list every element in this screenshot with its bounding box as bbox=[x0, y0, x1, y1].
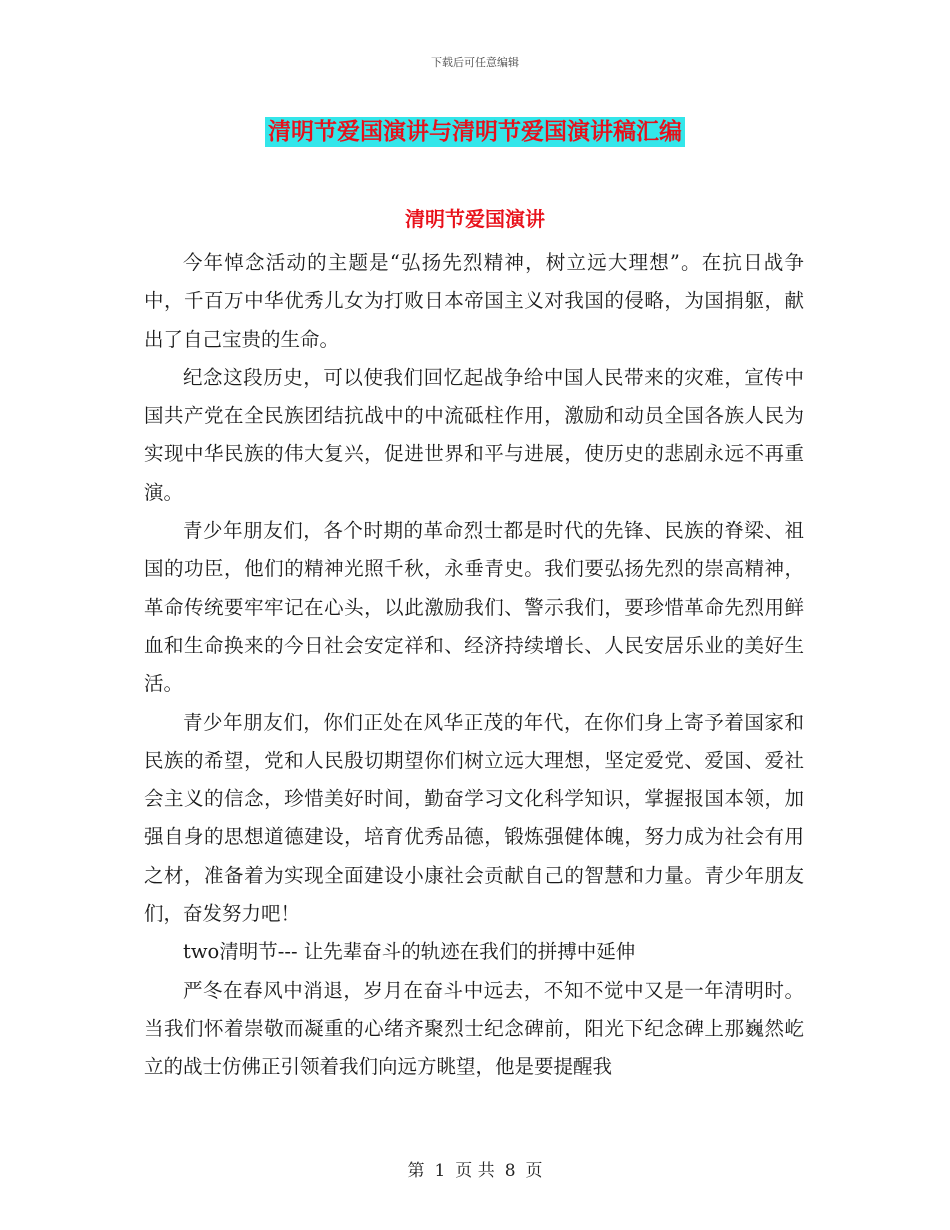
page-footer bbox=[0, 1156, 950, 1181]
footer-suffix: 页 bbox=[525, 1161, 543, 1181]
current-page-number: 1 bbox=[434, 1161, 446, 1181]
document-title bbox=[0, 113, 950, 146]
header-note: 下载后可任意编辑 bbox=[431, 56, 519, 69]
section-title: 清明节爱国演讲 bbox=[405, 207, 545, 231]
footer-middle: 页 共 bbox=[455, 1161, 495, 1181]
paragraph: two清明节--- 让先辈奋斗的轨迹在我们的拼搏中延伸 bbox=[183, 940, 636, 964]
body-text bbox=[144, 244, 804, 1087]
paragraph: 青少年朋友们，各个时期的革命烈士都是时代的先锋、民族的脊梁、祖国的功臣，他们的精神光照千秋，永垂青史。我们要弘扬先烈的崇高精神，革命传统要牢牢记在心头，以此激励我们、警示我们，要珍惜革命先烈用鲜血和生命换来的今日社会安定祥和、经济持续增长、人民安居乐业的美好生活。 bbox=[144, 519, 804, 696]
paragraph: 青少年朋友们，你们正处在风华正茂的年代，在你们身上寄予着国家和民族的希望，党和人民殷切期望你们树立远大理想，坚定爱党、爱国、爱社会主义的信念，珍惜美好时间，勤奋学习文化科学知识，掌握报国本领，加强自身的思想道德建设，培育优秀品德，锻炼强健体魄，努力成为社会有用之材，准备着为实现全面建设小康社会贡献自己的智慧和力量。青少年朋友们，奋发努力吧！ bbox=[144, 710, 804, 926]
paragraph: 严冬在春风中消退，岁月在奋斗中远去，不知不觉中又是一年清明时。当我们怀着崇敬而凝重的心绪齐聚烈士纪念碑前，阳光下纪念碑上那巍然屹立的战士仿佛正引领着我们向远方眺望，他是要提醒我 bbox=[144, 978, 804, 1079]
document-title-text: 清明节爱国演讲与清明节爱国演讲稿汇编 bbox=[265, 117, 685, 147]
paragraph: 今年悼念活动的主题是“弘扬先烈精神，树立远大理想”。在抗日战争中，千百万中华优秀儿女为打败日本帝国主义对我国的侵略，为国捐躯，献出了自己宝贵的生命。 bbox=[144, 251, 804, 351]
footer-prefix: 第 bbox=[407, 1161, 425, 1181]
paragraph: 纪念这段历史，可以使我们回忆起战争给中国人民带来的灾难，宣传中国共产党在全民族团结抗战中的中流砥柱作用，激励和动员全国各族人民为实现中华民族的伟大复兴，促进世界和平与进展，使历史的悲剧永远不再重演。 bbox=[144, 365, 804, 504]
total-pages-number: 8 bbox=[504, 1161, 516, 1181]
